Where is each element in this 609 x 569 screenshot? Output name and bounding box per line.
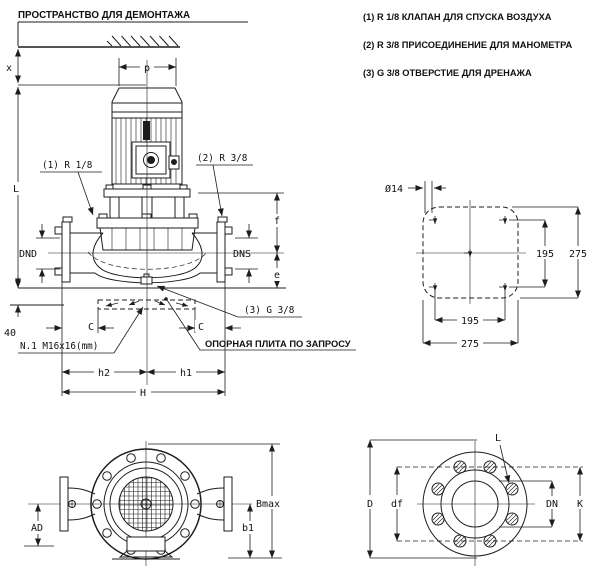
dim-label-AD: AD [30,523,44,534]
pump-casing [70,214,217,284]
callout-gauge: (2) R 3/8 [197,153,248,164]
dim-label-DNS: DNS [233,249,252,260]
legend-line-1: (1) R 1/8 КЛАПАН ДЛЯ СПУСКА ВОЗДУХА [363,12,552,22]
discharge-flange [217,217,232,282]
dim-label-K: K [576,499,584,510]
front-left-flange [60,477,68,531]
callout-base-plate: ОПОРНАЯ ПЛИТА ПО ЗАПРОСУ [205,339,351,349]
support-plate [98,300,195,309]
legend-line-3: (3) G 3/8 ОТВЕРСТИЕ ДЛЯ ДРЕНАЖА [363,68,532,78]
dim-label-f: f [273,216,281,227]
dim-label-p: p [143,63,151,74]
dim-label-40: 40 [4,328,17,339]
legend-line-2: (2) R 3/8 ПРИСОЕДИНЕНИЕ ДЛЯ МАНОМЕТРА [363,40,573,50]
dim-label-195-vertical: 195 [535,249,555,260]
dim-label-H: H [139,388,147,399]
dim-label-195-horizontal: 195 [460,316,480,327]
dismantling-space-title: ПРОСТРАНСТВО ДЛЯ ДЕМОНТАЖА [18,10,191,21]
dim-label-DND: DND [19,249,38,260]
flange-view [362,433,588,566]
dim-label-h2: h2 [97,368,111,379]
dim-label-L: L [12,184,20,195]
dim-label-275-horizontal: 275 [460,339,480,350]
dim-label-DN: DN [545,499,559,510]
dim-label-D: D [366,499,374,510]
dim-label-L-bolt: L [495,433,502,444]
dim-label-hole-diameter: Ø14 [385,184,404,195]
dim-label-C-right: C [197,322,205,333]
front-right-flange [224,477,232,531]
dim-label-df: df [390,499,404,510]
base-plate-view [385,181,591,350]
legend [363,12,572,78]
ceiling-hatch [107,36,178,46]
drain-plug [141,277,152,284]
side-view [4,10,356,399]
callout-air-valve: (1) R 1/8 [42,160,93,171]
dim-label-e: e [273,270,281,281]
dim-label-275-vertical: 275 [568,249,588,260]
callout-drain: (3) G 3/8 [244,305,295,316]
front-view [24,441,284,566]
bolt-hole-marks [429,216,505,291]
dim-label-b1: b1 [241,523,255,534]
base-plate-outline [423,207,518,298]
suction-flange [55,217,72,282]
callout-anchor-bolts: N.1 M16x16(mm) [20,341,99,352]
dim-label-C-left: C [87,322,95,333]
dim-label-x: x [6,63,13,74]
dim-label-h1: h1 [179,368,193,379]
dim-label-Bmax: Bmax [255,499,281,510]
